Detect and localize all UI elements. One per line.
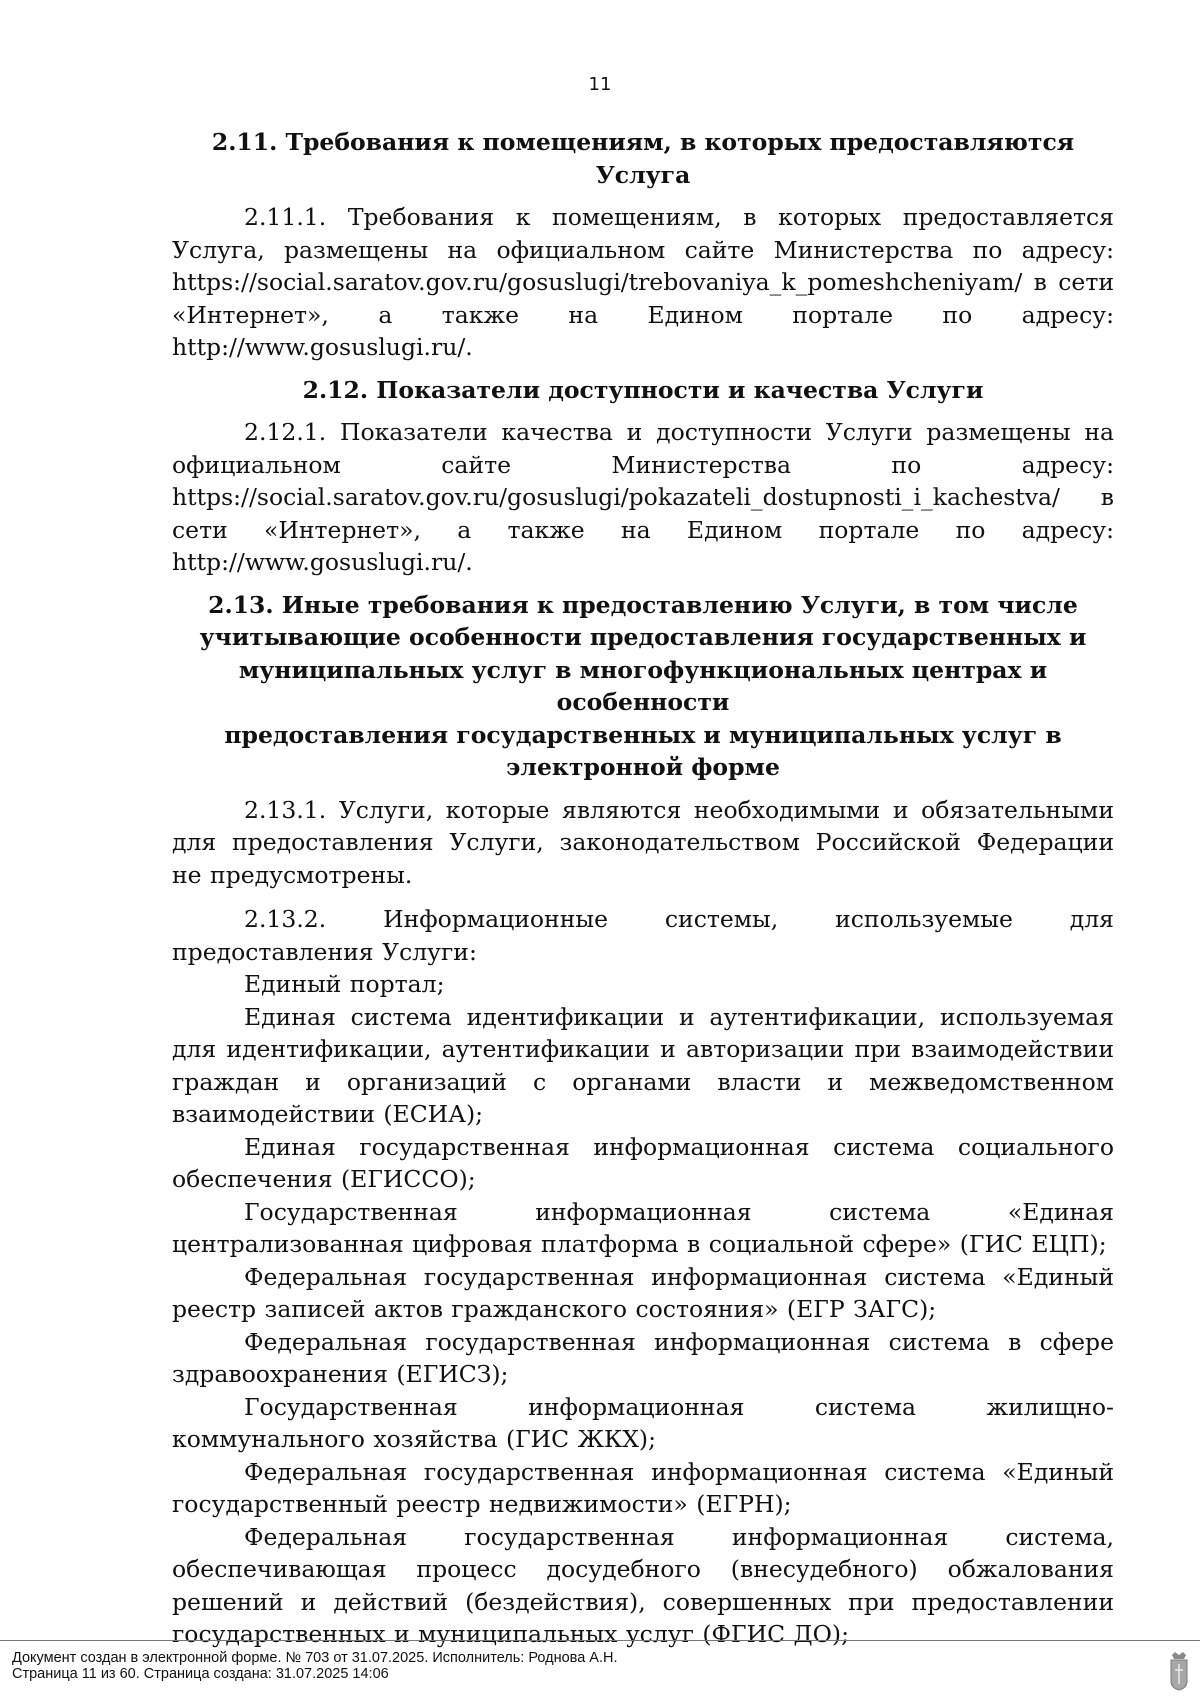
footer-line-document-info: Документ создан в электронной форме. № 703 от 31.07.2025. Исполнитель: Роднова А.Н. (12, 1650, 618, 1666)
document-body (172, 126, 1114, 1651)
heading-line: муниципальных услуг в многофункциональных центрах и особенности (238, 655, 1048, 716)
heading-line: предоставления государственных и муниципальных услуг в (224, 720, 1062, 749)
list-item: Государственная информационная система жилищно-коммунального хозяйства (ГИС ЖКХ); (172, 1392, 1114, 1453)
section-2-12-heading: 2.12. Показатели доступности и качества Услуги (302, 375, 984, 404)
list-item: Единая система идентификации и аутентификации, используемая для идентификации, аутентификации и авторизации при взаимодействии граждан и организаций с органами власти и межведомственном взаимодействии (ЕСИА); (172, 1002, 1114, 1128)
paragraph-2-11-1: 2.11.1. Требования к помещениям, в которых предоставляется Услуга, размещены на официальном сайте Министерства по адресу: https://social.saratov.gov.ru/gosuslugi/trebovaniya_k_pomeshcheniyam/ в сети «Интернет», а также на Едином портале по адресу: http://www.gosuslugi.ru/. (172, 203, 1114, 361)
paragraph-2-13-2: 2.13.2. Информационные системы, используемые для предоставления Услуги: (172, 905, 1114, 966)
list-item: Государственная информационная система «Единая централизованная цифровая платформа в социальной сфере» (ГИС ЕЦП); (172, 1197, 1114, 1258)
information-systems-list (172, 968, 1114, 1651)
heading-line: электронной форме (506, 753, 780, 781)
list-item: Федеральная государственная информационная система, обеспечивающая процесс досудебного (внесудебного) обжалования решений и действий (бездействия), совершенных при предоставлении государственных и муниципальных услуг (ФГИС ДО); (172, 1522, 1114, 1648)
heading-line: учитывающие особенности предоставления государственных и (199, 623, 1087, 651)
heading-line: 2.13. Иные требования к предоставлению Услуги, в том числе (208, 590, 1078, 619)
section-2-13-heading (172, 589, 1114, 784)
list-item: Единый портал; (244, 970, 445, 998)
list-item: Единая государственная информационная система социального обеспечения (ЕГИССО); (172, 1132, 1114, 1193)
list-item: Федеральная государственная информационная система «Единый государственный реестр недвижимости» (ЕГРН); (172, 1457, 1114, 1518)
footer-line-page-info: Страница 11 из 60. Страница создана: 31.07.2025 14:06 (12, 1666, 389, 1682)
paragraph-2-13-1: 2.13.1. Услуги, которые являются необходимыми и обязательными для предоставления Услуги, законодательством Российской Федерации не предусмотрены. (172, 795, 1114, 889)
list-item: Федеральная государственная информационная система в сфере здравоохранения (ЕГИСЗ); (172, 1327, 1114, 1388)
document-footer (0, 1640, 1200, 1699)
section-2-11-heading: 2.11. Требования к помещениям, в которых предоставляются Услуга (211, 128, 1075, 189)
paragraph-2-12-1: 2.12.1. Показатели качества и доступности Услуги размещены на официальном сайте Министерства по адресу: https://social.saratov.gov.ru/gosuslugi/pokazateli_dostupnosti_i_kachestva/ в сети «Интернет», а также на Едином портале по адресу: http://www.gosuslugi.ru/. (172, 418, 1114, 576)
page-number: 11 (588, 74, 612, 95)
coat-of-arms-icon (1168, 1651, 1190, 1691)
list-item: Федеральная государственная информационная система «Единый реестр записей актов гражданского состояния» (ЕГР ЗАГС); (172, 1262, 1114, 1323)
